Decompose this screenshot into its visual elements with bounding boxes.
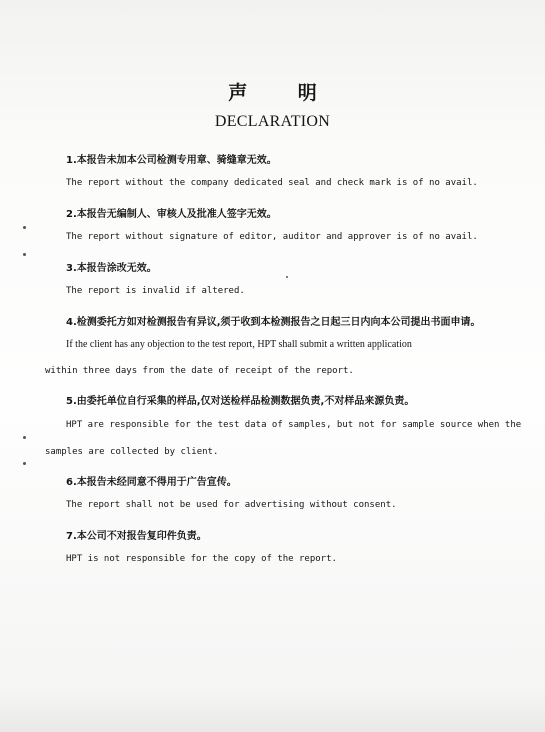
scan-speck (23, 436, 26, 439)
english-title: DECLARATION (214, 113, 331, 130)
clause-1-en: The report without the company dedicated seal and check mark is of no avail. (66, 178, 478, 188)
clause-1-cn: 1.本报告未加本公司检测专用章、骑缝章无效。 (66, 155, 277, 166)
clause-3-en: The report is invalid if altered. (66, 286, 245, 296)
clause-6-cn: 6.本报告未经同意不得用于广告宣传。 (66, 477, 237, 488)
clause-4-cn: 4.检测委托方如对检测报告有异议,须于收到本检测报告之日起三日内向本公司提出书面申请。 (66, 317, 481, 328)
scan-speck (23, 462, 26, 465)
page-shadow (0, 692, 545, 732)
clause-2-cn: 2.本报告无编制人、审核人及批准人签字无效。 (66, 209, 277, 220)
clause-6-en: The report shall not be used for advertising without consent. (66, 500, 397, 510)
scan-speck (23, 226, 26, 229)
clause-7-cn: 7.本公司不对报告复印件负责。 (66, 531, 207, 542)
clause-5-en-line-1: HPT are responsible for the test data of samples, but not for sample source when the (66, 420, 522, 430)
chinese-title: 声 明 (228, 82, 339, 104)
clause-5-en-line-2: samples are collected by client. (45, 447, 219, 457)
scan-speck (23, 253, 26, 256)
clause-5-cn: 5.由委托单位自行采集的样品,仅对送检样品检测数据负责,不对样品来源负责。 (66, 396, 415, 407)
clause-7-en: HPT is not responsible for the copy of the report. (66, 554, 337, 564)
clause-3-cn: 3.本报告涂改无效。 (66, 263, 157, 274)
clause-4-en-line-1: If the client has any objection to the test report, HPT shall submit a written application (66, 339, 412, 350)
scan-speck (286, 276, 288, 278)
clause-4-en-line-2: within three days from the date of receipt of the report. (45, 366, 354, 376)
clause-2-en: The report without signature of editor, auditor and approver is of no avail. (66, 232, 478, 242)
